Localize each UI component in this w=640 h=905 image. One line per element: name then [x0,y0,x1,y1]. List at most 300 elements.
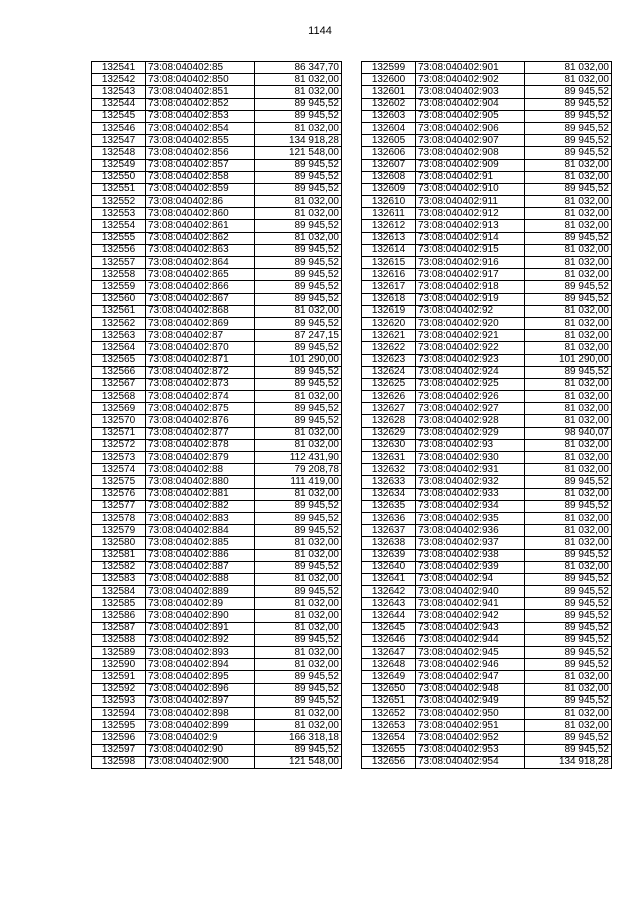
table-row [362,573,612,585]
cadastral-number-cell: 73:08:040402:954 [416,756,525,768]
cadastral-number-cell: 73:08:040402:88 [146,464,255,476]
row-number-cell: 132641 [362,573,416,585]
value-cell: 89 945,52 [525,147,612,159]
value-cell: 134 918,28 [525,756,612,768]
cadastral-number-cell: 73:08:040402:91 [416,171,525,183]
value-cell: 89 945,52 [525,732,612,744]
value-cell: 89 945,52 [525,695,612,707]
table-row [362,171,612,183]
row-number-cell: 132570 [92,415,146,427]
row-number-cell: 132609 [362,183,416,195]
cadastral-number-cell: 73:08:040402:921 [416,330,525,342]
row-number-cell: 132569 [92,403,146,415]
row-number-cell: 132584 [92,586,146,598]
table-row [362,183,612,195]
value-cell: 101 290,00 [525,354,612,366]
table-row [92,537,342,549]
table-row [92,62,342,74]
row-number-cell: 132612 [362,220,416,232]
row-number-cell: 132572 [92,439,146,451]
value-cell: 81 032,00 [525,683,612,695]
cadastral-number-cell: 73:08:040402:928 [416,415,525,427]
table-row [362,317,612,329]
row-number-cell: 132614 [362,244,416,256]
value-cell: 86 347,70 [255,62,342,74]
value-cell: 81 032,00 [525,269,612,281]
row-number-cell: 132595 [92,720,146,732]
table-row [92,305,342,317]
cadastral-number-cell: 73:08:040402:879 [146,452,255,464]
table-row [362,488,612,500]
row-number-cell: 132586 [92,610,146,622]
value-cell: 89 945,52 [525,183,612,195]
row-number-cell: 132652 [362,707,416,719]
row-number-cell: 132631 [362,452,416,464]
row-number-cell: 132604 [362,122,416,134]
row-number-cell: 132552 [92,196,146,208]
table-row [362,622,612,634]
row-number-cell: 132541 [92,62,146,74]
cadastral-number-cell: 73:08:040402:862 [146,232,255,244]
table-row [362,330,612,342]
table-row [92,707,342,719]
table-row [92,452,342,464]
value-cell: 81 032,00 [525,220,612,232]
cadastral-number-cell: 73:08:040402:931 [416,464,525,476]
table-row [92,74,342,86]
row-number-cell: 132544 [92,98,146,110]
table-row [362,549,612,561]
table-row [362,220,612,232]
value-cell: 81 032,00 [525,208,612,220]
row-number-cell: 132638 [362,537,416,549]
cadastral-number-cell: 73:08:040402:893 [146,647,255,659]
value-cell: 89 945,52 [525,610,612,622]
row-number-cell: 132564 [92,342,146,354]
cadastral-number-cell: 73:08:040402:870 [146,342,255,354]
table-row [362,354,612,366]
table-row [362,683,612,695]
table-row [92,135,342,147]
table-row [362,403,612,415]
right-table [361,61,612,769]
value-cell: 81 032,00 [525,171,612,183]
cadastral-number-cell: 73:08:040402:883 [146,512,255,524]
row-number-cell: 132546 [92,122,146,134]
table-row [92,269,342,281]
value-cell: 81 032,00 [255,622,342,634]
value-cell: 81 032,00 [525,244,612,256]
value-cell: 89 945,52 [255,293,342,305]
row-number-cell: 132596 [92,732,146,744]
cadastral-number-cell: 73:08:040402:947 [416,671,525,683]
table-row [92,683,342,695]
cadastral-number-cell: 73:08:040402:900 [146,756,255,768]
row-number-cell: 132627 [362,403,416,415]
value-cell: 89 945,52 [255,744,342,756]
value-cell: 89 945,52 [525,744,612,756]
row-number-cell: 132585 [92,598,146,610]
row-number-cell: 132626 [362,391,416,403]
cadastral-number-cell: 73:08:040402:914 [416,232,525,244]
row-number-cell: 132640 [362,561,416,573]
row-number-cell: 132588 [92,634,146,646]
table-row [362,135,612,147]
row-number-cell: 132594 [92,707,146,719]
table-row [92,500,342,512]
row-number-cell: 132568 [92,391,146,403]
cadastral-number-cell: 73:08:040402:880 [146,476,255,488]
row-number-cell: 132582 [92,561,146,573]
table-row [92,561,342,573]
row-number-cell: 132559 [92,281,146,293]
left-table [91,61,342,769]
cadastral-number-cell: 73:08:040402:933 [416,488,525,500]
row-number-cell: 132639 [362,549,416,561]
value-cell: 81 032,00 [525,464,612,476]
value-cell: 121 548,00 [255,756,342,768]
value-cell: 79 208,78 [255,464,342,476]
table-row [92,427,342,439]
row-number-cell: 132560 [92,293,146,305]
cadastral-number-cell: 73:08:040402:936 [416,525,525,537]
cadastral-number-cell: 73:08:040402:87 [146,330,255,342]
value-cell: 87 247,15 [255,330,342,342]
cadastral-number-cell: 73:08:040402:909 [416,159,525,171]
cadastral-number-cell: 73:08:040402:948 [416,683,525,695]
value-cell: 81 032,00 [525,525,612,537]
row-number-cell: 132566 [92,366,146,378]
cadastral-number-cell: 73:08:040402:902 [416,74,525,86]
cadastral-number-cell: 73:08:040402:927 [416,403,525,415]
table-row [362,500,612,512]
cadastral-number-cell: 73:08:040402:945 [416,647,525,659]
table-row [362,391,612,403]
value-cell: 81 032,00 [525,330,612,342]
cadastral-number-cell: 73:08:040402:882 [146,500,255,512]
value-cell: 89 945,52 [525,135,612,147]
cadastral-number-cell: 73:08:040402:857 [146,159,255,171]
cadastral-number-cell: 73:08:040402:932 [416,476,525,488]
table-row [362,671,612,683]
row-number-cell: 132557 [92,257,146,269]
row-number-cell: 132567 [92,378,146,390]
table-row [92,476,342,488]
cadastral-number-cell: 73:08:040402:898 [146,707,255,719]
row-number-cell: 132655 [362,744,416,756]
row-number-cell: 132565 [92,354,146,366]
row-number-cell: 132617 [362,281,416,293]
cadastral-number-cell: 73:08:040402:949 [416,695,525,707]
value-cell: 81 032,00 [255,74,342,86]
table-row [362,257,612,269]
cadastral-number-cell: 73:08:040402:943 [416,622,525,634]
row-number-cell: 132654 [362,732,416,744]
table-row [92,366,342,378]
cadastral-number-cell: 73:08:040402:875 [146,403,255,415]
cadastral-number-cell: 73:08:040402:950 [416,707,525,719]
cadastral-number-cell: 73:08:040402:856 [146,147,255,159]
cadastral-number-cell: 73:08:040402:896 [146,683,255,695]
value-cell: 81 032,00 [525,439,612,451]
value-cell: 81 032,00 [255,232,342,244]
value-cell: 89 945,52 [525,573,612,585]
value-cell: 89 945,52 [255,403,342,415]
cadastral-number-cell: 73:08:040402:930 [416,452,525,464]
table-row [92,244,342,256]
value-cell: 89 945,52 [255,671,342,683]
table-row [362,744,612,756]
value-cell: 89 945,52 [255,257,342,269]
value-cell: 81 032,00 [525,378,612,390]
value-cell: 81 032,00 [525,707,612,719]
value-cell: 89 945,52 [255,525,342,537]
row-number-cell: 132615 [362,257,416,269]
cadastral-number-cell: 73:08:040402:920 [416,317,525,329]
table-row [92,403,342,415]
cadastral-number-cell: 73:08:040402:895 [146,671,255,683]
value-cell: 89 945,52 [255,378,342,390]
table-row [362,512,612,524]
table-row [92,439,342,451]
row-number-cell: 132548 [92,147,146,159]
row-number-cell: 132600 [362,74,416,86]
cadastral-number-cell: 73:08:040402:938 [416,549,525,561]
table-row [362,159,612,171]
row-number-cell: 132628 [362,415,416,427]
row-number-cell: 132593 [92,695,146,707]
cadastral-number-cell: 73:08:040402:93 [416,439,525,451]
value-cell: 89 945,52 [525,500,612,512]
cadastral-number-cell: 73:08:040402:952 [416,732,525,744]
row-number-cell: 132601 [362,86,416,98]
row-number-cell: 132653 [362,720,416,732]
value-cell: 89 945,52 [255,281,342,293]
cadastral-number-cell: 73:08:040402:854 [146,122,255,134]
value-cell: 89 945,52 [525,647,612,659]
value-cell: 81 032,00 [255,427,342,439]
row-number-cell: 132629 [362,427,416,439]
cadastral-number-cell: 73:08:040402:942 [416,610,525,622]
table-row [362,439,612,451]
cadastral-number-cell: 73:08:040402:953 [416,744,525,756]
value-cell: 89 945,52 [525,586,612,598]
table-row [362,196,612,208]
row-number-cell: 132575 [92,476,146,488]
cadastral-number-cell: 73:08:040402:889 [146,586,255,598]
table-row [362,147,612,159]
value-cell: 89 945,52 [525,281,612,293]
value-cell: 81 032,00 [525,720,612,732]
value-cell: 81 032,00 [255,707,342,719]
value-cell: 89 945,52 [255,695,342,707]
table-row [92,342,342,354]
table-row [92,86,342,98]
value-cell: 81 032,00 [525,342,612,354]
row-number-cell: 132543 [92,86,146,98]
value-cell: 89 945,52 [255,317,342,329]
cadastral-number-cell: 73:08:040402:934 [416,500,525,512]
value-cell: 81 032,00 [255,208,342,220]
value-cell: 89 945,52 [525,232,612,244]
table-row [362,378,612,390]
cadastral-number-cell: 73:08:040402:891 [146,622,255,634]
cadastral-number-cell: 73:08:040402:901 [416,62,525,74]
table-row [362,452,612,464]
table-row [92,415,342,427]
value-cell: 89 945,52 [255,220,342,232]
value-cell: 89 945,52 [255,342,342,354]
cadastral-number-cell: 73:08:040402:897 [146,695,255,707]
cadastral-number-cell: 73:08:040402:925 [416,378,525,390]
table-row [362,464,612,476]
row-number-cell: 132573 [92,452,146,464]
table-row [92,232,342,244]
row-number-cell: 132590 [92,659,146,671]
cadastral-number-cell: 73:08:040402:874 [146,391,255,403]
row-number-cell: 132624 [362,366,416,378]
cadastral-number-cell: 73:08:040402:878 [146,439,255,451]
value-cell: 81 032,00 [525,415,612,427]
row-number-cell: 132551 [92,183,146,195]
row-number-cell: 132644 [362,610,416,622]
row-number-cell: 132648 [362,659,416,671]
value-cell: 81 032,00 [525,74,612,86]
table-row [362,342,612,354]
row-number-cell: 132597 [92,744,146,756]
table-row [92,391,342,403]
cadastral-number-cell: 73:08:040402:888 [146,573,255,585]
value-cell: 89 945,52 [525,634,612,646]
table-row [92,671,342,683]
value-cell: 89 945,52 [525,622,612,634]
cadastral-number-cell: 73:08:040402:941 [416,598,525,610]
value-cell: 89 945,52 [525,98,612,110]
cadastral-number-cell: 73:08:040402:935 [416,512,525,524]
table-row [362,98,612,110]
row-number-cell: 132549 [92,159,146,171]
table-row [362,659,612,671]
row-number-cell: 132642 [362,586,416,598]
row-number-cell: 132554 [92,220,146,232]
cadastral-number-cell: 73:08:040402:911 [416,196,525,208]
row-number-cell: 132645 [362,622,416,634]
value-cell: 89 945,52 [525,598,612,610]
table-row [362,476,612,488]
table-row [362,586,612,598]
row-number-cell: 132608 [362,171,416,183]
cadastral-number-cell: 73:08:040402:871 [146,354,255,366]
table-row [92,695,342,707]
row-number-cell: 132643 [362,598,416,610]
table-row [92,586,342,598]
value-cell: 89 945,52 [525,122,612,134]
value-cell: 89 945,52 [255,366,342,378]
value-cell: 101 290,00 [255,354,342,366]
value-cell: 81 032,00 [525,159,612,171]
table-row [362,415,612,427]
cadastral-number-cell: 73:08:040402:884 [146,525,255,537]
row-number-cell: 132562 [92,317,146,329]
row-number-cell: 132637 [362,525,416,537]
value-cell: 81 032,00 [525,452,612,464]
table-row [362,110,612,122]
table-row [92,159,342,171]
row-number-cell: 132634 [362,488,416,500]
table-row [92,220,342,232]
value-cell: 81 032,00 [255,305,342,317]
value-cell: 89 945,52 [255,683,342,695]
value-cell: 89 945,52 [255,586,342,598]
table-row [362,732,612,744]
row-number-cell: 132649 [362,671,416,683]
row-number-cell: 132613 [362,232,416,244]
value-cell: 81 032,00 [255,122,342,134]
cadastral-number-cell: 73:08:040402:85 [146,62,255,74]
row-number-cell: 132578 [92,512,146,524]
table-row [362,122,612,134]
row-number-cell: 132579 [92,525,146,537]
table-row [92,122,342,134]
row-number-cell: 132598 [92,756,146,768]
value-cell: 81 032,00 [255,659,342,671]
table-row [92,317,342,329]
table-row [362,695,612,707]
cadastral-number-cell: 73:08:040402:924 [416,366,525,378]
cadastral-number-cell: 73:08:040402:944 [416,634,525,646]
table-row [92,464,342,476]
table-row [92,378,342,390]
cadastral-number-cell: 73:08:040402:906 [416,122,525,134]
cadastral-number-cell: 73:08:040402:853 [146,110,255,122]
cadastral-number-cell: 73:08:040402:868 [146,305,255,317]
cadastral-number-cell: 73:08:040402:929 [416,427,525,439]
value-cell: 81 032,00 [255,86,342,98]
row-number-cell: 132622 [362,342,416,354]
cadastral-number-cell: 73:08:040402:890 [146,610,255,622]
cadastral-number-cell: 73:08:040402:951 [416,720,525,732]
table-row [362,647,612,659]
row-number-cell: 132571 [92,427,146,439]
table-row [92,488,342,500]
cadastral-number-cell: 73:08:040402:90 [146,744,255,756]
table-row [362,525,612,537]
row-number-cell: 132592 [92,683,146,695]
value-cell: 111 419,00 [255,476,342,488]
value-cell: 89 945,52 [255,183,342,195]
table-row [362,86,612,98]
cadastral-number-cell: 73:08:040402:894 [146,659,255,671]
table-row [92,549,342,561]
row-number-cell: 132618 [362,293,416,305]
table-row [92,512,342,524]
cadastral-number-cell: 73:08:040402:855 [146,135,255,147]
row-number-cell: 132623 [362,354,416,366]
value-cell: 89 945,52 [525,659,612,671]
cadastral-number-cell: 73:08:040402:850 [146,74,255,86]
row-number-cell: 132616 [362,269,416,281]
cadastral-number-cell: 73:08:040402:940 [416,586,525,598]
cadastral-number-cell: 73:08:040402:899 [146,720,255,732]
value-cell: 121 548,00 [255,147,342,159]
table-row [92,330,342,342]
row-number-cell: 132545 [92,110,146,122]
value-cell: 81 032,00 [525,671,612,683]
cadastral-number-cell: 73:08:040402:919 [416,293,525,305]
table-row [362,707,612,719]
row-number-cell: 132583 [92,573,146,585]
value-cell: 81 032,00 [525,561,612,573]
